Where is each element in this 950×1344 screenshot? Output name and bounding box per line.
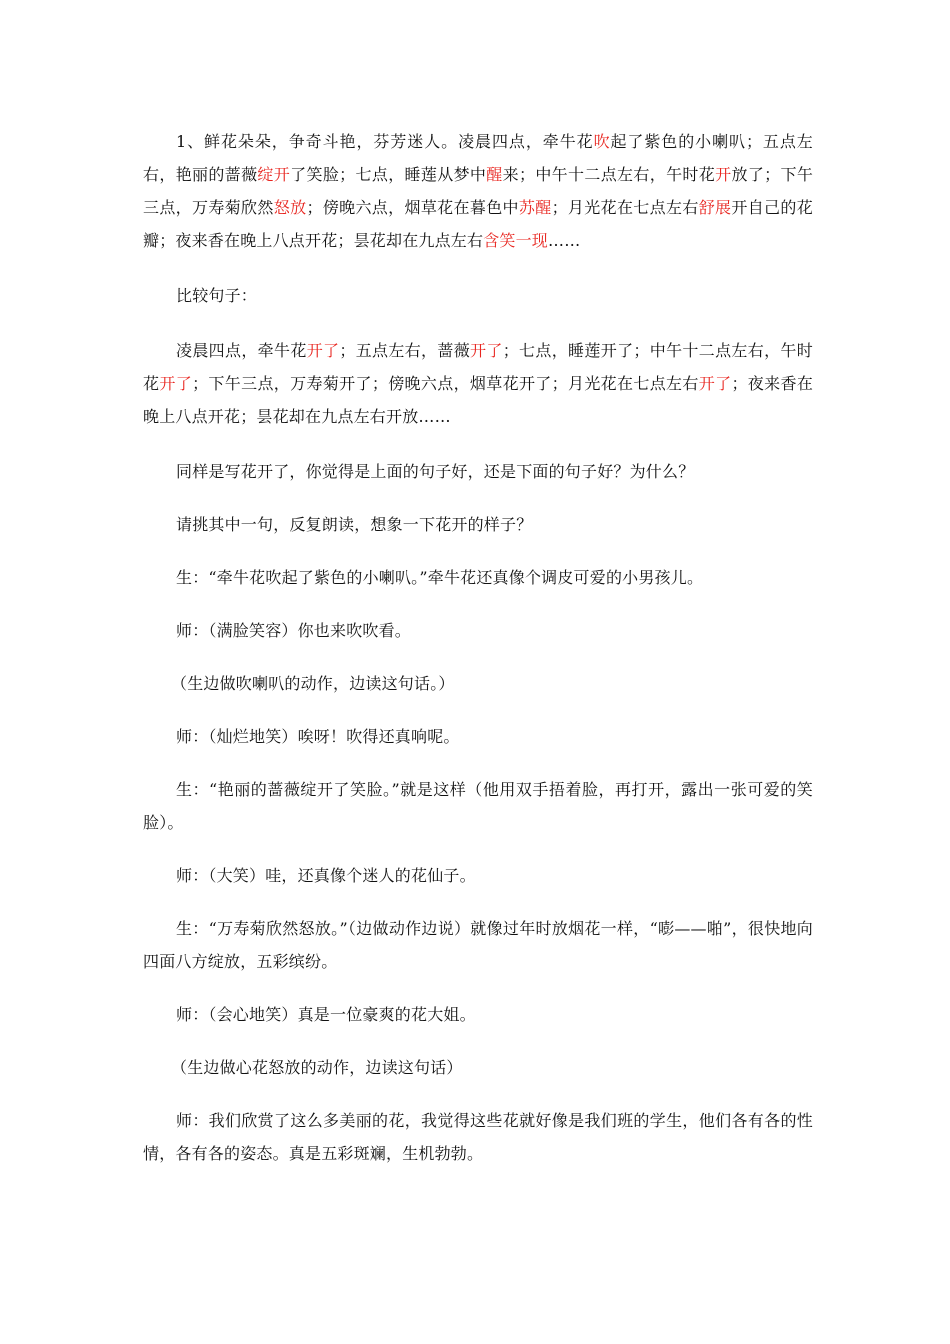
plain-text: 起了紫色的小喇叭；五点左右，艳丽的蔷薇 (143, 132, 813, 184)
highlighted-text: 吹 (593, 132, 611, 151)
compare-paragraph (143, 334, 813, 433)
action-note-2: （生边做心花怒放的动作，边读这句话） (171, 1058, 463, 1077)
teacher-line-2: 师：（灿烂地笑）唉呀！吹得还真响呢。 (176, 727, 460, 746)
teacher-line-5: 师：我们欣赏了这么多美丽的花，我觉得这些花就好像是我们班的学生，他们各有各的性情，各有各的姿态。真是五彩斑斓，生机勃勃。 (143, 1111, 813, 1163)
highlighted-text: 开了 (470, 341, 503, 360)
plain-text: 放了；下午三点，万寿菊欣然 (143, 165, 814, 217)
compare-label: 比较句子： (176, 286, 258, 305)
highlighted-text: 绽开 (257, 165, 291, 184)
highlighted-text: 怒放 (273, 198, 307, 217)
plain-text: 1、鲜花朵朵，争奇斗艳，芬芳迷人。凌晨四点，牵牛花 (176, 132, 594, 151)
question-paragraph: 同样是写花开了，你觉得是上面的句子好，还是下面的句子好？为什么？ (176, 462, 695, 481)
plain-text: ；傍晚六点，烟草花在暮色中 (306, 198, 519, 217)
plain-text: ；七点，睡莲开了；中午十二点左右，午时花 (143, 341, 813, 393)
teacher-line-4: 师：（会心地笑）真是一位豪爽的花大姐。 (176, 1005, 476, 1024)
student-line-1: 生：“牵牛花吹起了紫色的小喇叭。”牵牛花还真像个调皮可爱的小男孩儿。 (176, 568, 704, 587)
plain-text: 凌晨四点，牵牛花 (176, 341, 307, 360)
teacher-line-1: 师：（满脸笑容）你也来吹吹看。 (176, 621, 412, 640)
plain-text: ；夜来香在晚上八点开花；昙花却在九点左右开放…… (143, 374, 814, 426)
highlighted-text: 开了 (698, 374, 732, 393)
teacher-line-3: 师：（大笑）哇，还真像个迷人的花仙子。 (176, 866, 476, 885)
highlighted-text: 舒展 (698, 198, 732, 217)
action-note-1: （生边做吹喇叭的动作，边读这句话。） (171, 674, 455, 693)
student-line-3: 生：“万寿菊欣然怒放。”（边做动作边说）就像过年时放烟花一样，“嘭——啪”，很快地向四面八方绽放，五彩缤纷。 (143, 919, 813, 971)
plain-text: …… (548, 231, 581, 250)
highlighted-text: 开了 (306, 341, 340, 360)
intro-paragraph (143, 125, 813, 257)
highlighted-text: 含笑一现 (483, 231, 549, 250)
plain-text: 来；中午十二点左右，午时花 (502, 165, 716, 184)
plain-text: 开自己的花瓣；夜来香在晚上八点开花；昙花却在九点左右 (143, 198, 813, 250)
plain-text: ；下午三点，万寿菊开了；傍晚六点，烟草花开了；月光花在七点左右 (192, 374, 699, 393)
highlighted-text: 开了 (159, 374, 193, 393)
plain-text: 了笑脸；七点，睡莲从梦中 (290, 165, 487, 184)
student-line-2: 生：“艳丽的蔷薇绽开了笑脸。”就是这样（他用双手捂着脸，再打开，露出一张可爱的笑脸）。 (143, 780, 813, 832)
highlighted-text: 苏醒 (518, 198, 552, 217)
highlighted-text: 开 (715, 165, 732, 184)
document-body (143, 125, 813, 1170)
plain-text: ；月光花在七点左右 (551, 198, 699, 217)
highlighted-text: 醒 (486, 165, 503, 184)
plain-text: ；五点左右，蔷薇 (339, 341, 471, 360)
instruction-paragraph: 请挑其中一句，反复朗读，想象一下花开的样子？ (176, 515, 533, 534)
